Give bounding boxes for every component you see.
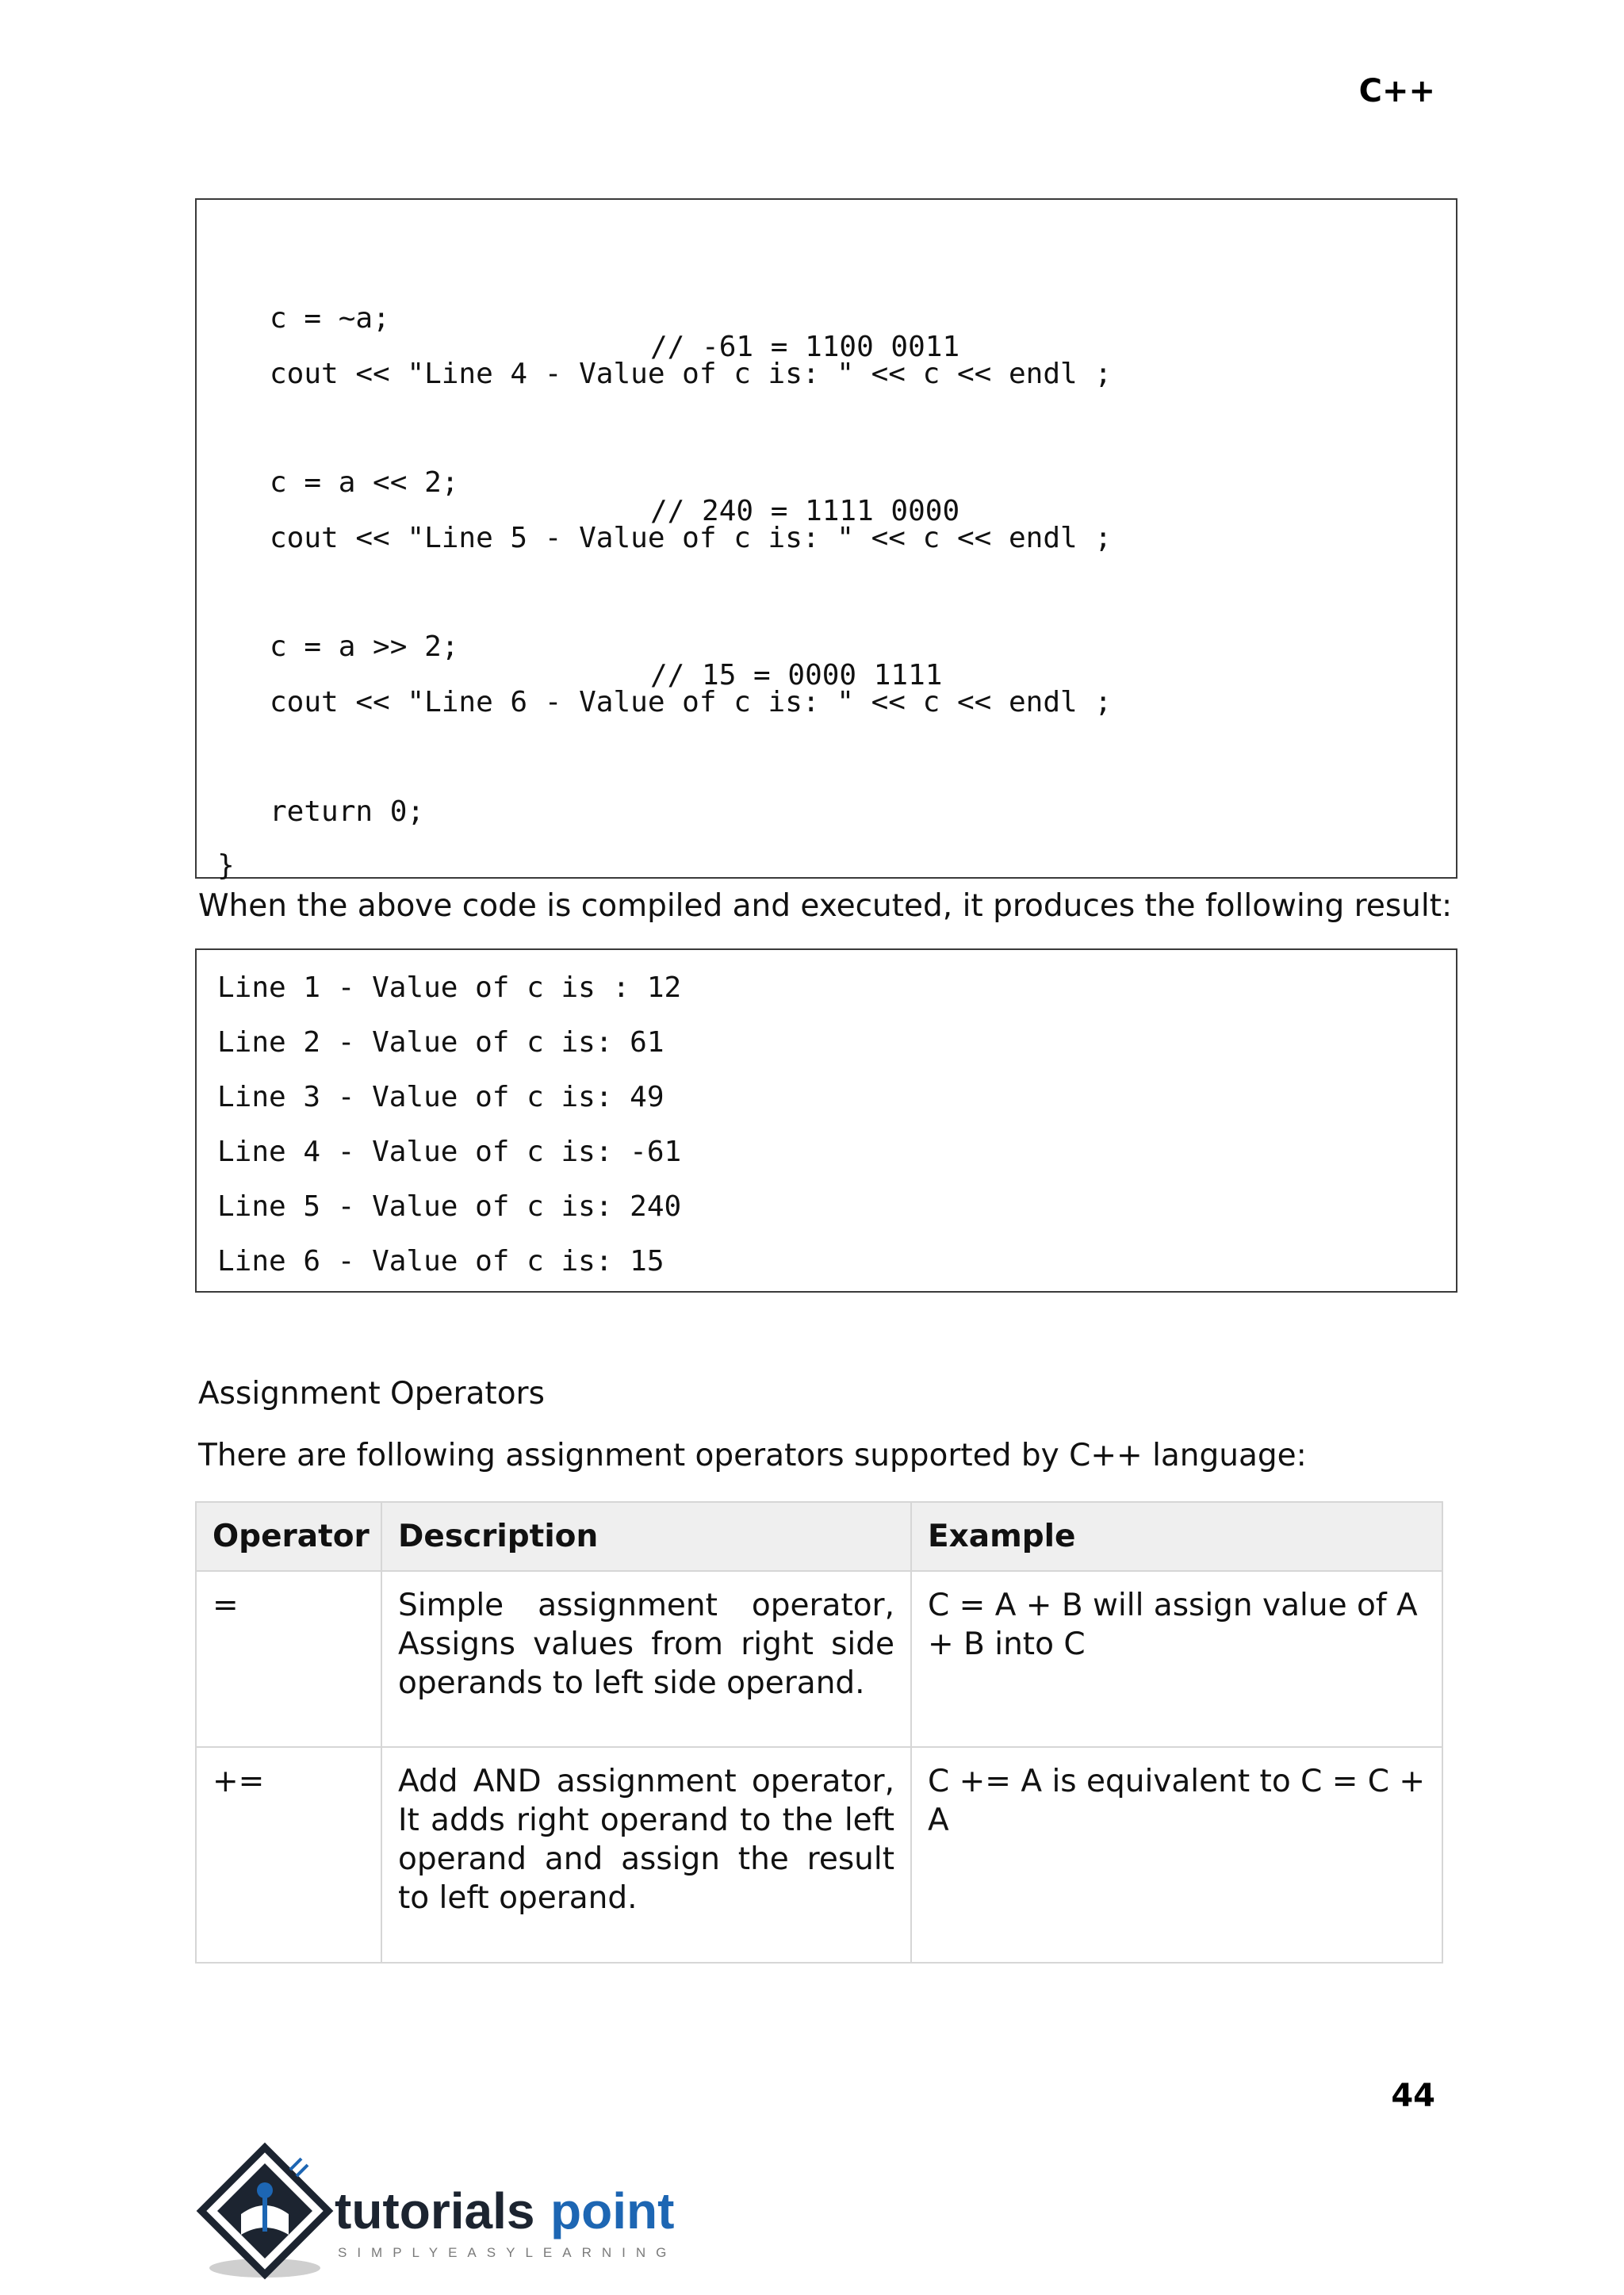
table-row bbox=[196, 1747, 1442, 1963]
output-line: Line 2 - Value of c is: 61 bbox=[217, 1026, 665, 1059]
section-intro: There are following assignment operators supported by C++ language: bbox=[198, 1438, 1307, 1473]
column-header-example: Example bbox=[911, 1502, 1442, 1571]
tutorialspoint-logo bbox=[195, 2141, 687, 2284]
output-line: Line 6 - Value of c is: 15 bbox=[217, 1245, 665, 1278]
operator-cell: = bbox=[196, 1571, 381, 1747]
logo-word-point: point bbox=[550, 2182, 675, 2239]
code-comment: // -61 = 1100 0011 bbox=[650, 331, 960, 363]
output-block bbox=[195, 948, 1457, 1293]
example-cell: C += A is equivalent to C = C + A bbox=[911, 1747, 1442, 1963]
column-header-description: Description bbox=[381, 1502, 911, 1571]
code-text: cout << "Line 4 - Value of c is: " << c << endl ; bbox=[270, 358, 1113, 390]
code-comment: // 15 = 0000 1111 bbox=[650, 659, 943, 692]
description-cell: Add AND assignment operator, It adds right operand to the left operand and assign the result to left operand. bbox=[381, 1747, 911, 1963]
logo-word-tutorials: tutorials bbox=[335, 2182, 535, 2239]
result-intro: When the above code is compiled and executed, it produces the following result: bbox=[198, 888, 1453, 924]
code-block bbox=[195, 198, 1457, 882]
code-text: c = a >> 2; bbox=[270, 630, 459, 663]
operator-cell: += bbox=[196, 1747, 381, 1963]
output-line: Line 3 - Value of c is: 49 bbox=[217, 1081, 665, 1113]
table-header-row bbox=[196, 1502, 1442, 1571]
column-header-operator: Operator bbox=[196, 1502, 381, 1571]
code-text: c = ~a; bbox=[270, 302, 390, 335]
output-line: Line 4 - Value of c is: -61 bbox=[217, 1136, 682, 1168]
output-line: Line 5 - Value of c is: 240 bbox=[217, 1190, 682, 1223]
description-cell: Simple assignment operator, Assigns values from right side operands to left side operand. bbox=[381, 1571, 911, 1747]
page-number: 44 bbox=[1391, 2078, 1435, 2114]
page-header-title: C++ bbox=[1358, 73, 1435, 109]
code-text: } bbox=[217, 849, 235, 882]
assignment-operators-table bbox=[195, 1501, 1443, 1964]
logo-tagline: SIMPLYEASYLEARNING bbox=[338, 2245, 677, 2260]
output-line: Line 1 - Value of c is : 12 bbox=[217, 971, 682, 1004]
section-heading: Assignment Operators bbox=[198, 1376, 545, 1412]
code-text: c = a << 2; bbox=[270, 466, 459, 499]
code-comment: // 240 = 1111 0000 bbox=[650, 495, 960, 527]
code-text: cout << "Line 6 - Value of c is: " << c << endl ; bbox=[270, 686, 1113, 718]
example-cell: C = A + B will assign value of A + B into C bbox=[911, 1571, 1442, 1747]
code-text: cout << "Line 5 - Value of c is: " << c << endl ; bbox=[270, 522, 1113, 554]
table-row bbox=[196, 1571, 1442, 1747]
code-text: return 0; bbox=[270, 795, 425, 828]
